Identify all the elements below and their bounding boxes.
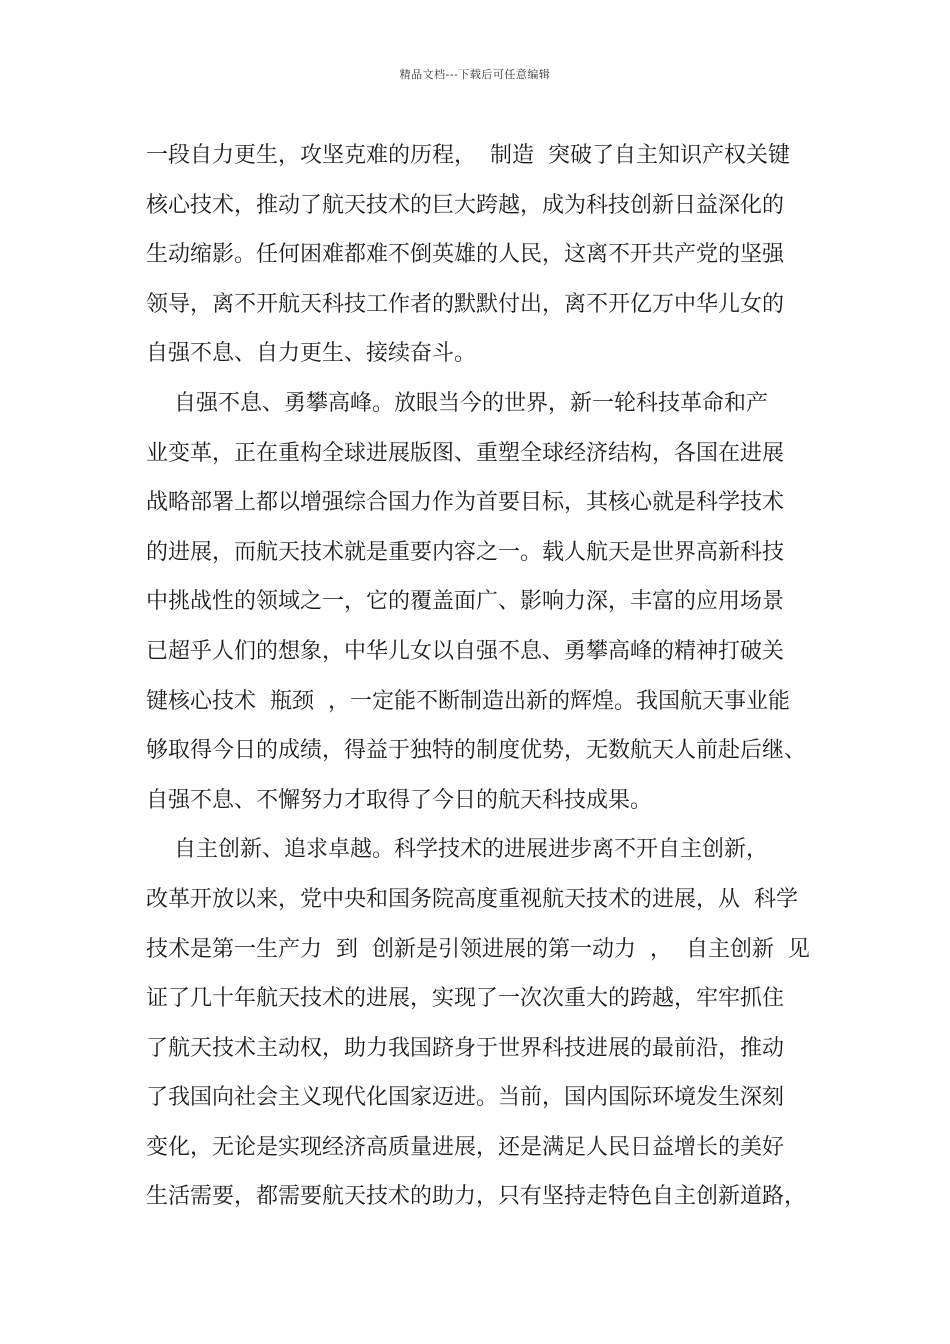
text-line: 自强不息、勇攀高峰。放眼当今的世界，新一轮科技革命和产 [146,390,768,416]
text-line: 够取得今日的成绩，得益于独特的制度优势，无数航天人前赴后继、 [146,738,807,764]
text-line: 了航天技术主动权，助力我国跻身于世界科技进展的最前沿，推动 [146,1035,785,1061]
text-line: 证了几十年航天技术的进展，实现了一次次重大的跨越，牢牢抓住 [146,986,785,1012]
text-line: 中挑战性的领域之一，它的覆盖面广、影响力深，丰富的应用场景 [146,589,785,615]
page-header: 精品文档---下载后可任意编辑 [399,68,551,81]
text-line: 的进展，而航天技术就是重要内容之一。载人航天是世界高新科技 [146,539,785,565]
text-line: 技术是第一生产力 到 创新是引领进展的第一动力 ， 自主创新 见 [146,936,810,962]
text-line: 键核心技术 瓶颈 ，一定能不断制造出新的辉煌。我国航天事业能 [146,688,790,714]
text-line: 生活需要，都需要航天技术的助力，只有坚持走特色自主创新道路， [146,1184,807,1210]
text-line: 业变革，正在重构全球进展版图、重塑全球经济结构，各国在进展 [146,440,785,466]
text-line: 核心技术，推动了航天技术的巨大跨越，成为科技创新日益深化的 [146,192,785,218]
text-line: 领导，离不开航天科技工作者的默默付出，离不开亿万中华儿女的 [146,291,785,317]
text-line: 一段自力更生，攻坚克难的历程， 制造 突破了自主知识产权关键 [146,143,790,168]
text-line: 生动缩影。任何困难都难不倒英雄的人民，这离不开共产党的坚强 [146,242,785,268]
text-line: 已超乎人们的想象，中华儿女以自强不息、勇攀高峰的精神打破关 [146,638,785,664]
text-line: 自强不息、自力更生、接续奋斗。 [146,341,477,367]
text-line: 改革开放以来，党中央和国务院高度重视航天技术的进展，从 科学 [146,886,798,912]
text-line: 自主创新、追求卓越。科学技术的进展进步离不开自主创新， [146,837,768,863]
body-text [146,131,836,1222]
text-line: 战略部署上都以增强综合国力作为首要目标，其核心就是科学技术 [146,490,785,516]
text-line: 自强不息、不懈努力才取得了今日的航天科技成果。 [146,787,653,813]
text-line: 变化，无论是实现经济高质量进展，还是满足人民日益增长的美好 [146,1134,785,1160]
text-line: 了我国向社会主义现代化国家迈进。当前，国内国际环境发生深刻 [146,1085,785,1111]
